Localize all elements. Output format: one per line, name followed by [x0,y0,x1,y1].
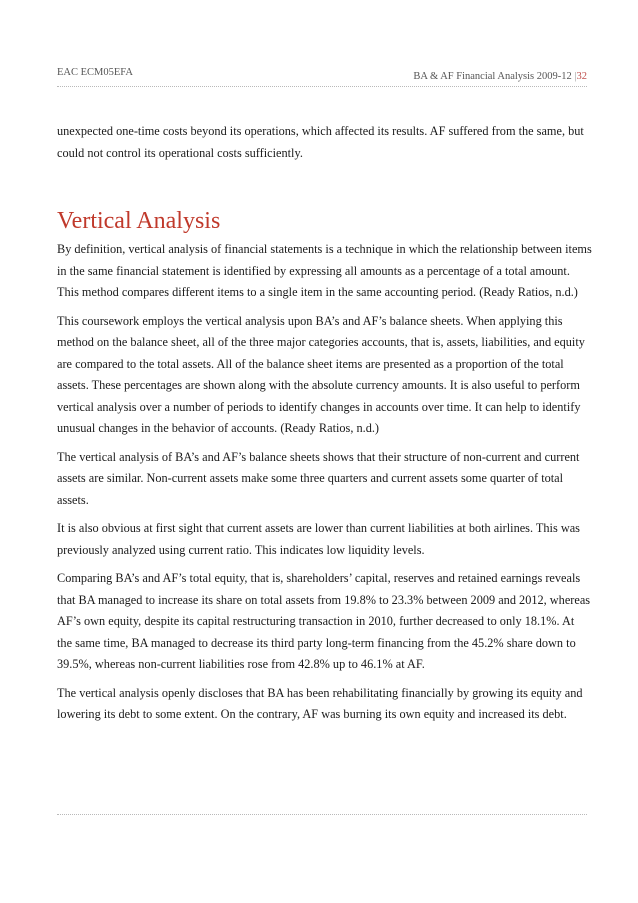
intro-paragraph: unexpected one-time costs beyond its operations, which affected its results. AF suffered from the same, but could not control its operational costs sufficiently. [57,124,584,160]
page-separator: | [574,71,577,82]
paragraph-liquidity: It is also obvious at first sight that current assets are lower than current liabilities at both airlines. This was previously analyzed using current ratio. This indicates low liquidity levels. [57,521,580,557]
paragraph-conclusion: The vertical analysis openly discloses that BA has been rehabilitating financially by growing its equity and lowering its debt to some extent. On the contrary, AF was burning its own equity and increased its debt. [57,685,583,721]
paragraph-coursework: This coursework employs the vertical analysis upon BA’s and AF’s balance sheets. When applying this method on the balance sheet, all of the three major categories accounts, that is, assets, liabilities, and equity are compared to the total assets. All of the balance sheet items are presented as a proportion of the total assets. These percentages are shown along with the absolute currency amounts. It is also useful to perform vertical analysis over a number of periods to identify changes in accounts over time. It can help to identify unusual changes in the behavior of accounts. (Ready Ratios, n.d.) [57,313,585,435]
document-title: BA & AF Financial Analysis 2009-12 [413,71,572,82]
section-heading: Vertical Analysis [57,208,221,234]
page-number: 32 [576,71,587,82]
paragraph-definition: By definition, vertical analysis of financial statements is a technique in which the relationship between items in the same financial statement is identified by expressing all amounts as a percentage of a total amount. This method compares different items to a single item in the same accounting period. (Ready Ratios, n.d.) [57,242,592,299]
course-code: EAC ECM05EFA [57,67,133,78]
paragraph-equity-comparison: Comparing BA’s and AF’s total equity, that is, shareholders’ capital, reserves and retained earnings reveals that BA managed to increase its share on total assets from 19.8% to 23.3% between 2009 and 2012, whereas AF’s own equity, despite its capital restructuring transaction in 2010, further decreased to only 18.1%. At the same time, BA managed to decrease its third party long-term financing from the 45.2% share down to 39.5%, whereas non-current liabilities rose from 42.8% up to 46.1% at AF. [57,571,591,671]
page-header [57,64,587,87]
running-title [413,71,587,82]
paragraph-structure: The vertical analysis of BA’s and AF’s balance sheets shows that their structure of non-current and current assets are similar. Non-current assets make some three quarters and current assets some quarter of total assets. [57,449,580,507]
page-body [57,121,592,726]
footer-divider [57,814,587,815]
